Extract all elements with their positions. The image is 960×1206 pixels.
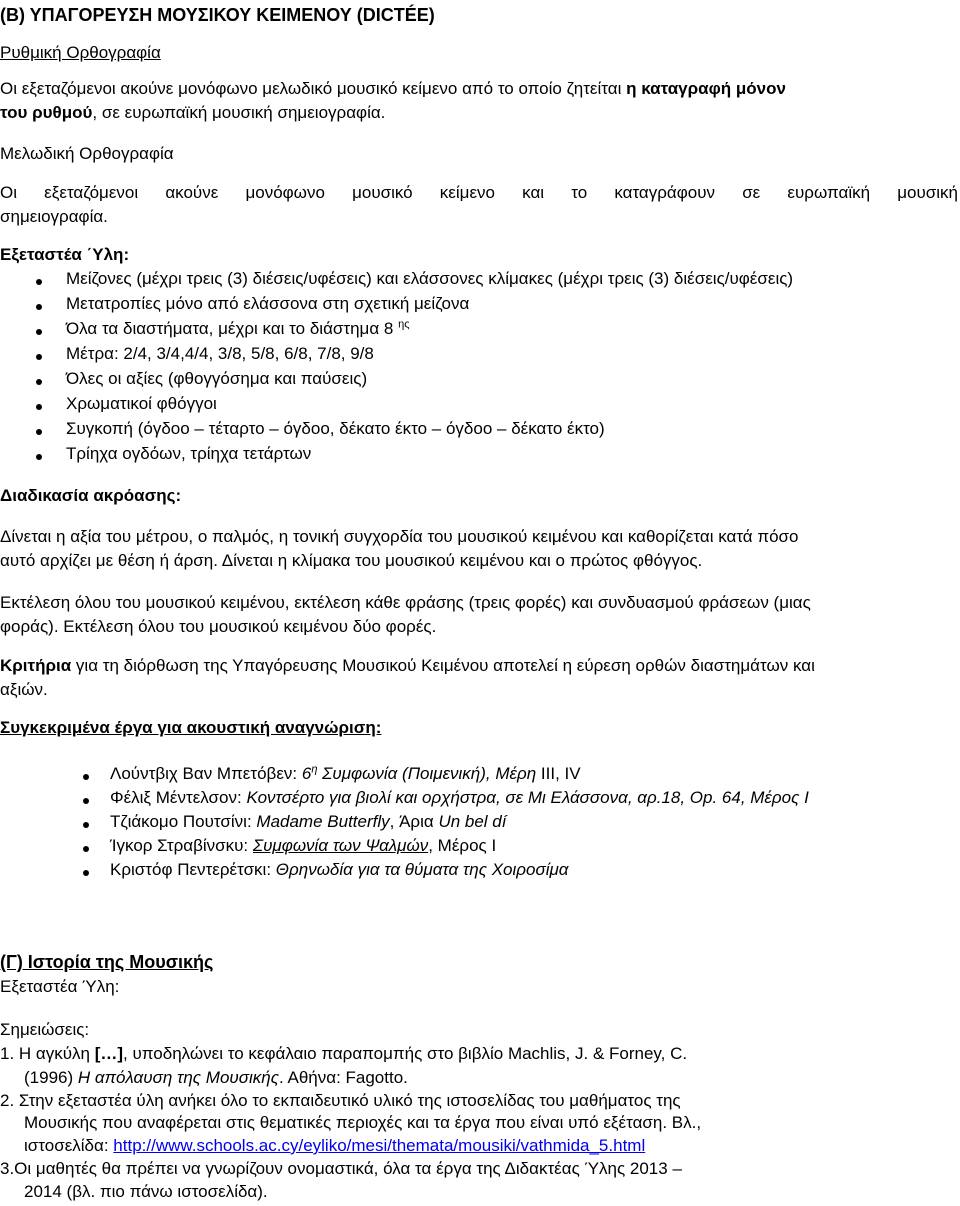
composer: Τζιάκομο Πουτσίνι: xyxy=(110,812,257,831)
work-item xyxy=(110,789,809,808)
bullet-icon xyxy=(36,279,42,285)
work-item xyxy=(110,813,506,832)
rhythmic-text: Οι εξεταζόμενοι ακούνε μονόφωνο μελωδικό μουσικό κείμενο από το οποίο ζητείται xyxy=(0,79,627,98)
note-bracket: […] xyxy=(94,1044,124,1063)
rhythmic-bold-text: του ρυθμού xyxy=(0,103,93,122)
bullet-icon xyxy=(36,329,42,335)
procedure-paragraph-2-line-1: Εκτέλεση όλου του μουσικού κειμένου, εκτέλεση κάθε φράσης (τρεις φορές) και συνδυασμού φράσεων (μιας xyxy=(0,593,811,612)
note-text: ιστοσελίδα: xyxy=(24,1136,114,1155)
rhythmic-bold-text: η καταγραφή μόνον xyxy=(626,79,786,98)
list-item: Μέτρα: 2/4, 3/4,4/4, 3/8, 5/8, 6/8, 7/8, 9/8 xyxy=(66,344,374,363)
list-item: Μείζονες (μέχρι τρεις (3) διέσεις/υφέσεις) και ελάσσονες κλίμακες (μέχρι τρεις (3) διέσεις/υφέσεις) xyxy=(66,269,794,288)
bullet-icon xyxy=(83,846,89,852)
composer: Λούντβιχ Βαν Μπετόβεν: xyxy=(110,764,302,783)
bullet-icon xyxy=(83,798,89,804)
procedure-paragraph-1-line-2: αυτό αρχίζει με θέση ή άρση. Δίνεται η κλίμακα του μουσικού κειμένου και ο πρώτος φθόγγος. xyxy=(0,551,703,570)
work-parts: III, IV xyxy=(536,764,581,783)
bullet-icon xyxy=(36,429,42,435)
notes-label: Σημειώσεις: xyxy=(0,1020,90,1039)
work-title: Un bel dí xyxy=(438,812,507,831)
procedure-paragraph-1-line-1: Δίνεται η αξία του μέτρου, ο παλμός, η τονική συγχορδία του μουσικού κειμένου και καθορίζεται κατά πόσο xyxy=(0,527,799,546)
list-item-text: Όλα τα διαστήματα, μέχρι και το διάστημα 8 xyxy=(66,319,394,338)
syllabus-link[interactable]: http://www.schools.ac.cy/eyliko/mesi/themata/mousiki/vathmida_5.html xyxy=(113,1136,646,1155)
rhythmic-line-1 xyxy=(0,80,786,99)
work-item xyxy=(110,837,496,856)
work-item xyxy=(110,765,581,784)
list-item: Όλες οι αξίες (φθογγόσημα και παύσεις) xyxy=(66,369,368,388)
procedure-heading: Διαδικασία ακρόασης: xyxy=(0,486,182,505)
note-text: . Αθήνα: Fagotto. xyxy=(278,1068,408,1087)
section-b-title: (Β) ΥΠΑΓΟΡΕΥΣΗ ΜΟΥΣΙΚΟΥ ΚΕΙΜΕΝΟΥ (DICTÉE) xyxy=(0,5,435,25)
rhythmic-line-2 xyxy=(0,104,385,123)
criteria-bold-text: Κριτήρια xyxy=(0,656,72,675)
list-item xyxy=(66,320,410,339)
list-item: Μετατροπίες μόνο από ελάσσονα στη σχετική μείζονα xyxy=(66,294,470,313)
work-item xyxy=(110,861,569,880)
work-title: Madame Butterfly xyxy=(256,812,390,831)
bullet-icon xyxy=(83,774,89,780)
note-1-line-1 xyxy=(0,1045,687,1064)
criteria-text: για τη διόρθωση της Υπαγόρευσης Μουσικού Κειμένου αποτελεί η εύρεση ορθών διαστημάτων και xyxy=(71,656,815,675)
work-title: Κοντσέρτο για βιολί και ορχήστρα, σε Μι Ελάσσονα, αρ.18, Op. 64, Μέρος Ι xyxy=(246,788,809,807)
works-heading: Συγκεκριμένα έργα για ακουστική αναγνώριση: xyxy=(0,718,382,737)
work-title: Συμφωνία των Ψαλμών xyxy=(252,836,429,855)
procedure-paragraph-2-line-2: φοράς). Εκτέλεση όλου του μουσικού κειμένου δύο φορές. xyxy=(0,617,437,636)
work-parts: , Μέρος Ι xyxy=(428,836,497,855)
ordinal-suffix: η xyxy=(311,763,318,776)
criteria-line-1 xyxy=(0,657,815,676)
list-item: Συγκοπή (όγδοο – τέταρτο – όγδοο, δέκατο έκτο – όγδοο – δέκατο έκτο) xyxy=(66,419,605,438)
note-3-line-2: 2014 (βλ. πιο πάνω ιστοσελίδα). xyxy=(24,1182,268,1201)
rhythmic-heading: Ρυθμική Ορθογραφία xyxy=(0,43,161,62)
work-parts: , Άρια xyxy=(389,812,439,831)
section-c-syllabus-label: Εξεταστέα Ύλη: xyxy=(0,977,120,996)
section-c-title: (Γ) Ιστορία της Μουσικής xyxy=(0,952,214,972)
syllabus-heading: Εξεταστέα ΄Υλη: xyxy=(0,245,130,264)
melodic-line-2: σημειογραφία. xyxy=(0,207,108,226)
melodic-heading: Μελωδική Ορθογραφία xyxy=(0,144,174,163)
note-text: 1. Η αγκύλη xyxy=(0,1044,95,1063)
bullet-icon xyxy=(36,354,42,360)
note-1-line-2 xyxy=(24,1069,408,1088)
bullet-icon xyxy=(83,870,89,876)
composer: Κριστόφ Πεντερέτσκι: xyxy=(110,860,276,879)
note-text: , υποδηλώνει το κεφάλαιο παραπομπής στο βιβλίο Machlis, J. & Forney, C. xyxy=(123,1044,688,1063)
note-2-line-3 xyxy=(24,1137,645,1156)
bullet-icon xyxy=(36,379,42,385)
note-3-line-1: 3.Οι μαθητές θα πρέπει να γνωρίζουν ονομαστικά, όλα τα έργα της Διδακτέας Ύλης 2013 – xyxy=(0,1159,682,1178)
note-2-line-2: Μουσικής που αναφέρεται στις θεματικές περιοχές και τα έργα που είναι υπό εξέταση. Βλ., xyxy=(24,1113,702,1132)
work-title: Συμφωνία (Ποιμενική), Μέρη xyxy=(317,764,537,783)
bullet-icon xyxy=(83,822,89,828)
bullet-icon xyxy=(36,454,42,460)
criteria-line-2: αξιών. xyxy=(0,680,48,699)
melodic-line-1: Οι εξεταζόμενοι ακούνε μονόφωνο μουσικό κείμενο και το καταγράφουν σε ευρωπαϊκή μουσική xyxy=(0,183,958,202)
bullet-icon xyxy=(36,404,42,410)
note-text: (1996) xyxy=(24,1068,78,1087)
list-item: Τρίηχα ογδόων, τρίηχα τετάρτων xyxy=(66,444,312,463)
rhythmic-text: , σε ευρωπαϊκή μουσική σημειογραφία. xyxy=(92,103,386,122)
composer: Φέλιξ Μέντελσον: xyxy=(110,788,247,807)
list-item: Χρωματικοί φθόγγοι xyxy=(66,394,217,413)
note-2-line-1: 2. Στην εξεταστέα ύλη ανήκει όλο το εκπαιδευτικό υλικό της ιστοσελίδας του μαθήματος της xyxy=(0,1091,681,1110)
ordinal-suffix: ης xyxy=(398,318,410,331)
composer: Ίγκορ Στραβίνσκυ: xyxy=(110,836,253,855)
bullet-icon xyxy=(36,304,42,310)
book-title: Η απόλαυση της Μουσικής xyxy=(77,1068,279,1087)
work-title: 6 xyxy=(301,764,312,783)
work-title: Θρηνωδία για τα θύματα της Χοιροσίμα xyxy=(275,860,569,879)
